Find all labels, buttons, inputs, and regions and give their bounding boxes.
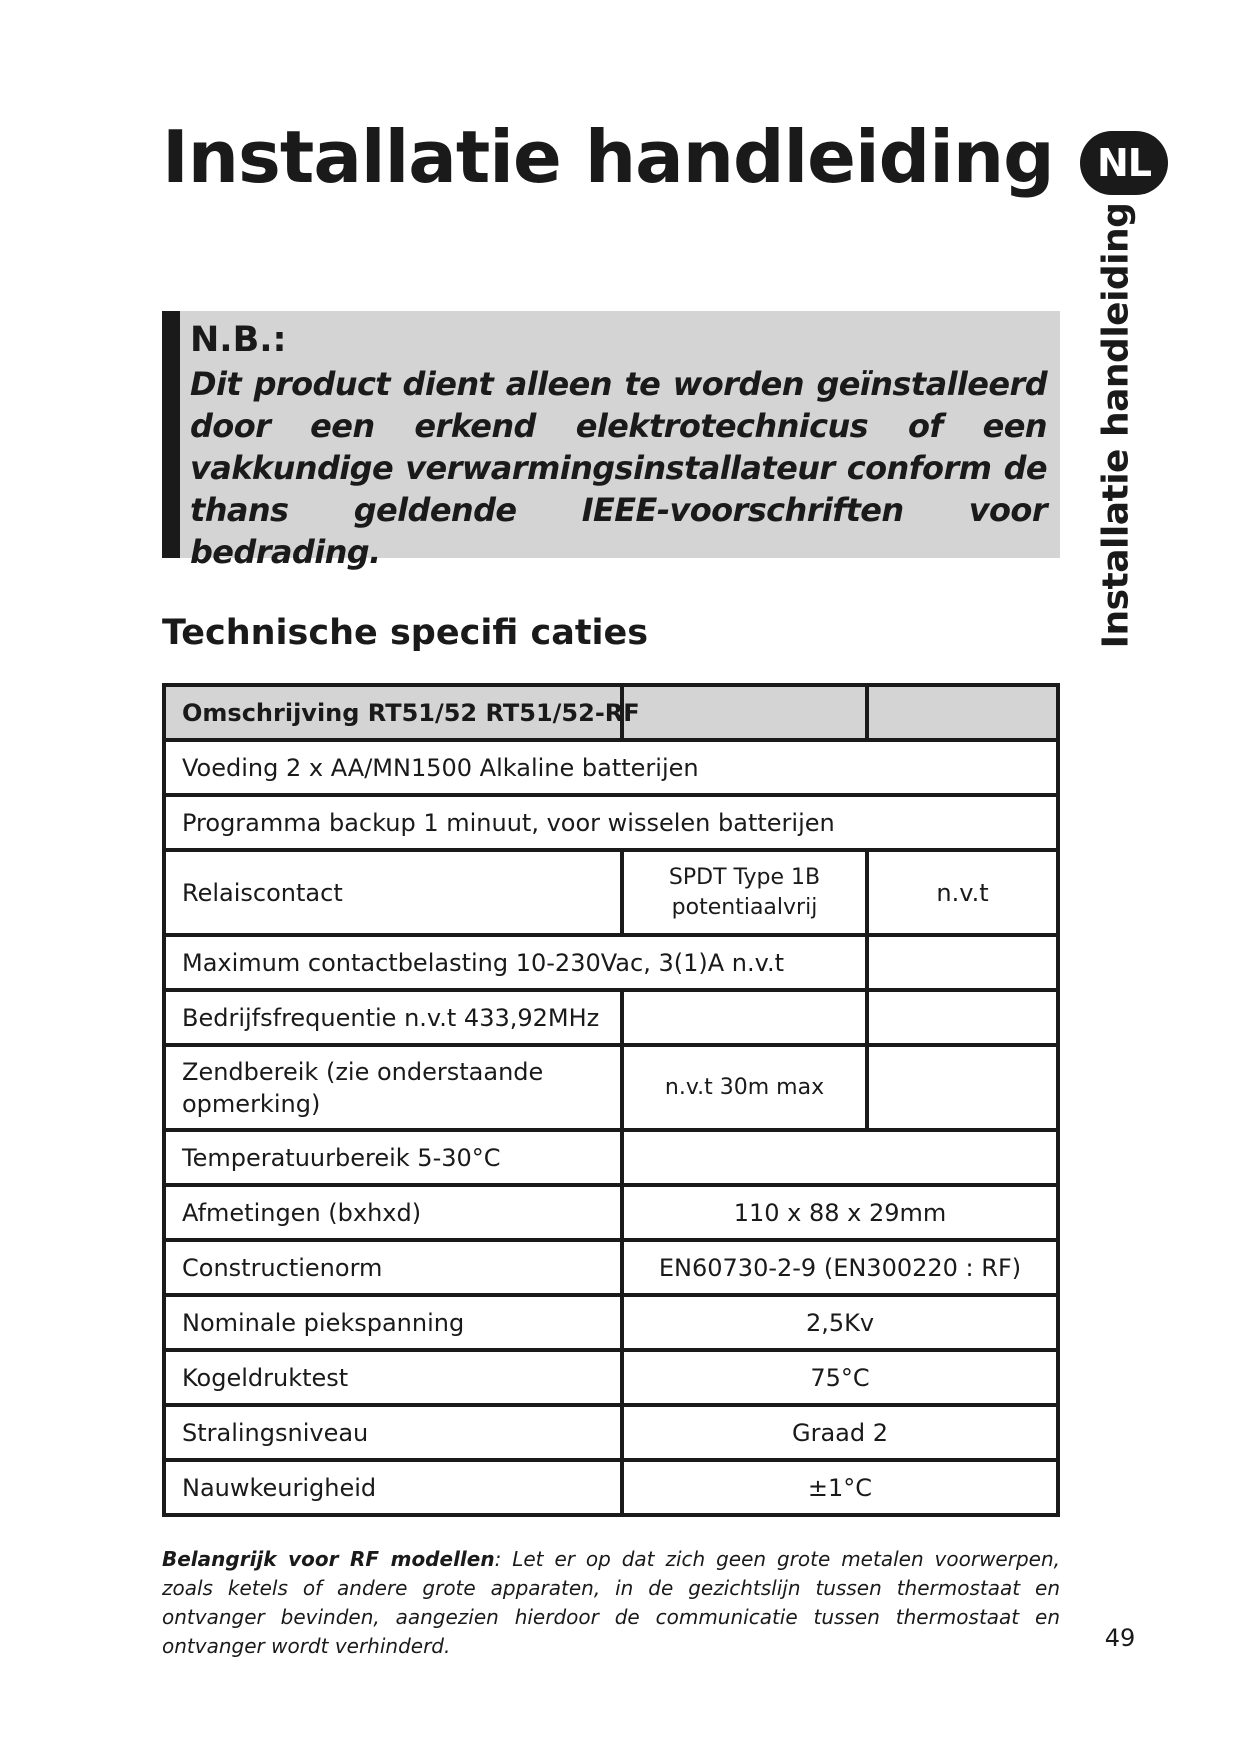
side-tab-label [1095, 202, 1137, 648]
table-row [164, 795, 1058, 850]
row-kogeldruktest-value: 75°C [622, 1350, 1058, 1405]
table-row [164, 990, 1058, 1045]
table-row [164, 1045, 1058, 1130]
table-row [164, 1130, 1058, 1185]
empty-cell [622, 990, 867, 1045]
row-max-contact: Maximum contactbelasting 10-230Vac, 3(1)A n.v.t [164, 935, 867, 990]
row-relais-label: Relaiscontact [164, 850, 622, 935]
table-row [164, 1185, 1058, 1240]
row-relais-value [622, 850, 867, 935]
row-frequentie: Bedrijfsfrequentie n.v.t 433,92MHz [164, 990, 622, 1045]
row-afmetingen-value: 110 x 88 x 29mm [622, 1185, 1058, 1240]
table-row [164, 1240, 1058, 1295]
table-row [164, 1350, 1058, 1405]
table-row [164, 850, 1058, 935]
footnote-bold: Belangrijk voor RF modellen [162, 1547, 495, 1571]
empty-cell [867, 990, 1058, 1045]
side-tab-text: Installatie handleiding [1095, 202, 1137, 648]
table-header-cell: Omschrijving RT51/52 RT51/52-RF [164, 685, 622, 740]
row-stralingsniveau-label: Stralingsniveau [164, 1405, 622, 1460]
row-relais-line2: potentiaalvrij [671, 894, 818, 920]
row-relais-line1: SPDT Type 1B [668, 864, 821, 890]
empty-cell [867, 1045, 1058, 1130]
row-nauwkeurigheid-value: ±1°C [622, 1460, 1058, 1515]
row-piekspanning-value: 2,5Kv [622, 1295, 1058, 1350]
empty-cell [622, 1130, 1058, 1185]
row-stralingsniveau-value: Graad 2 [622, 1405, 1058, 1460]
row-afmetingen-label: Afmetingen (bxhxd) [164, 1185, 622, 1240]
note-box [162, 311, 1060, 571]
table-row [164, 935, 1058, 990]
row-relais-rf: n.v.t [867, 850, 1058, 935]
table-header-empty [867, 685, 1058, 740]
table-header-empty [622, 685, 867, 740]
table-row [164, 1405, 1058, 1460]
spec-table [162, 683, 1060, 1517]
page-number: 49 [1104, 1624, 1136, 1652]
row-backup: Programma backup 1 minuut, voor wisselen batterijen [164, 795, 1058, 850]
table-row [164, 740, 1058, 795]
row-temperatuur: Temperatuurbereik 5-30°C [164, 1130, 622, 1185]
language-badge: NL [1080, 131, 1168, 195]
row-zendbereik-label: Zendbereik (zie onderstaande opmerking) [164, 1045, 622, 1130]
empty-cell [867, 935, 1058, 990]
page-title: Installatie handleiding [162, 115, 1054, 199]
table-header-row [164, 685, 1058, 740]
footnote-text: : Let er op dat zich geen grote metalen voorwerpen, zoals ketels of andere grote apparaten, in de gezichtslijn tussen thermostaat en ontvanger bevinden, aangezien hierdoor de communicatie tussen thermostaat en ontvanger wordt verhinderd. [162, 1547, 1060, 1658]
row-constructienorm-label: Constructienorm [164, 1240, 622, 1295]
row-nauwkeurigheid-label: Nauwkeurigheid [164, 1460, 622, 1515]
row-voeding: Voeding 2 x AA/MN1500 Alkaline batterijen [164, 740, 1058, 795]
row-zendbereik-value: n.v.t 30m max [622, 1045, 867, 1130]
row-piekspanning-label: Nominale piekspanning [164, 1295, 622, 1350]
row-constructienorm-value: EN60730-2-9 (EN300220 : RF) [622, 1240, 1058, 1295]
section-title: Technische specifi caties [162, 613, 649, 653]
footnote [162, 1545, 1060, 1661]
table-row [164, 1460, 1058, 1515]
note-text: Dit product dient alleen te worden geïnstalleerd door een erkend elektrotechnicus of een vakkundige verwarmingsinstallateur conform de thans geldende IEEE-voorschriften voor bedrading. [190, 364, 1047, 571]
row-kogeldruktest-label: Kogeldruktest [164, 1350, 622, 1405]
table-row [164, 1295, 1058, 1350]
note-title: N.B.: [190, 320, 287, 360]
